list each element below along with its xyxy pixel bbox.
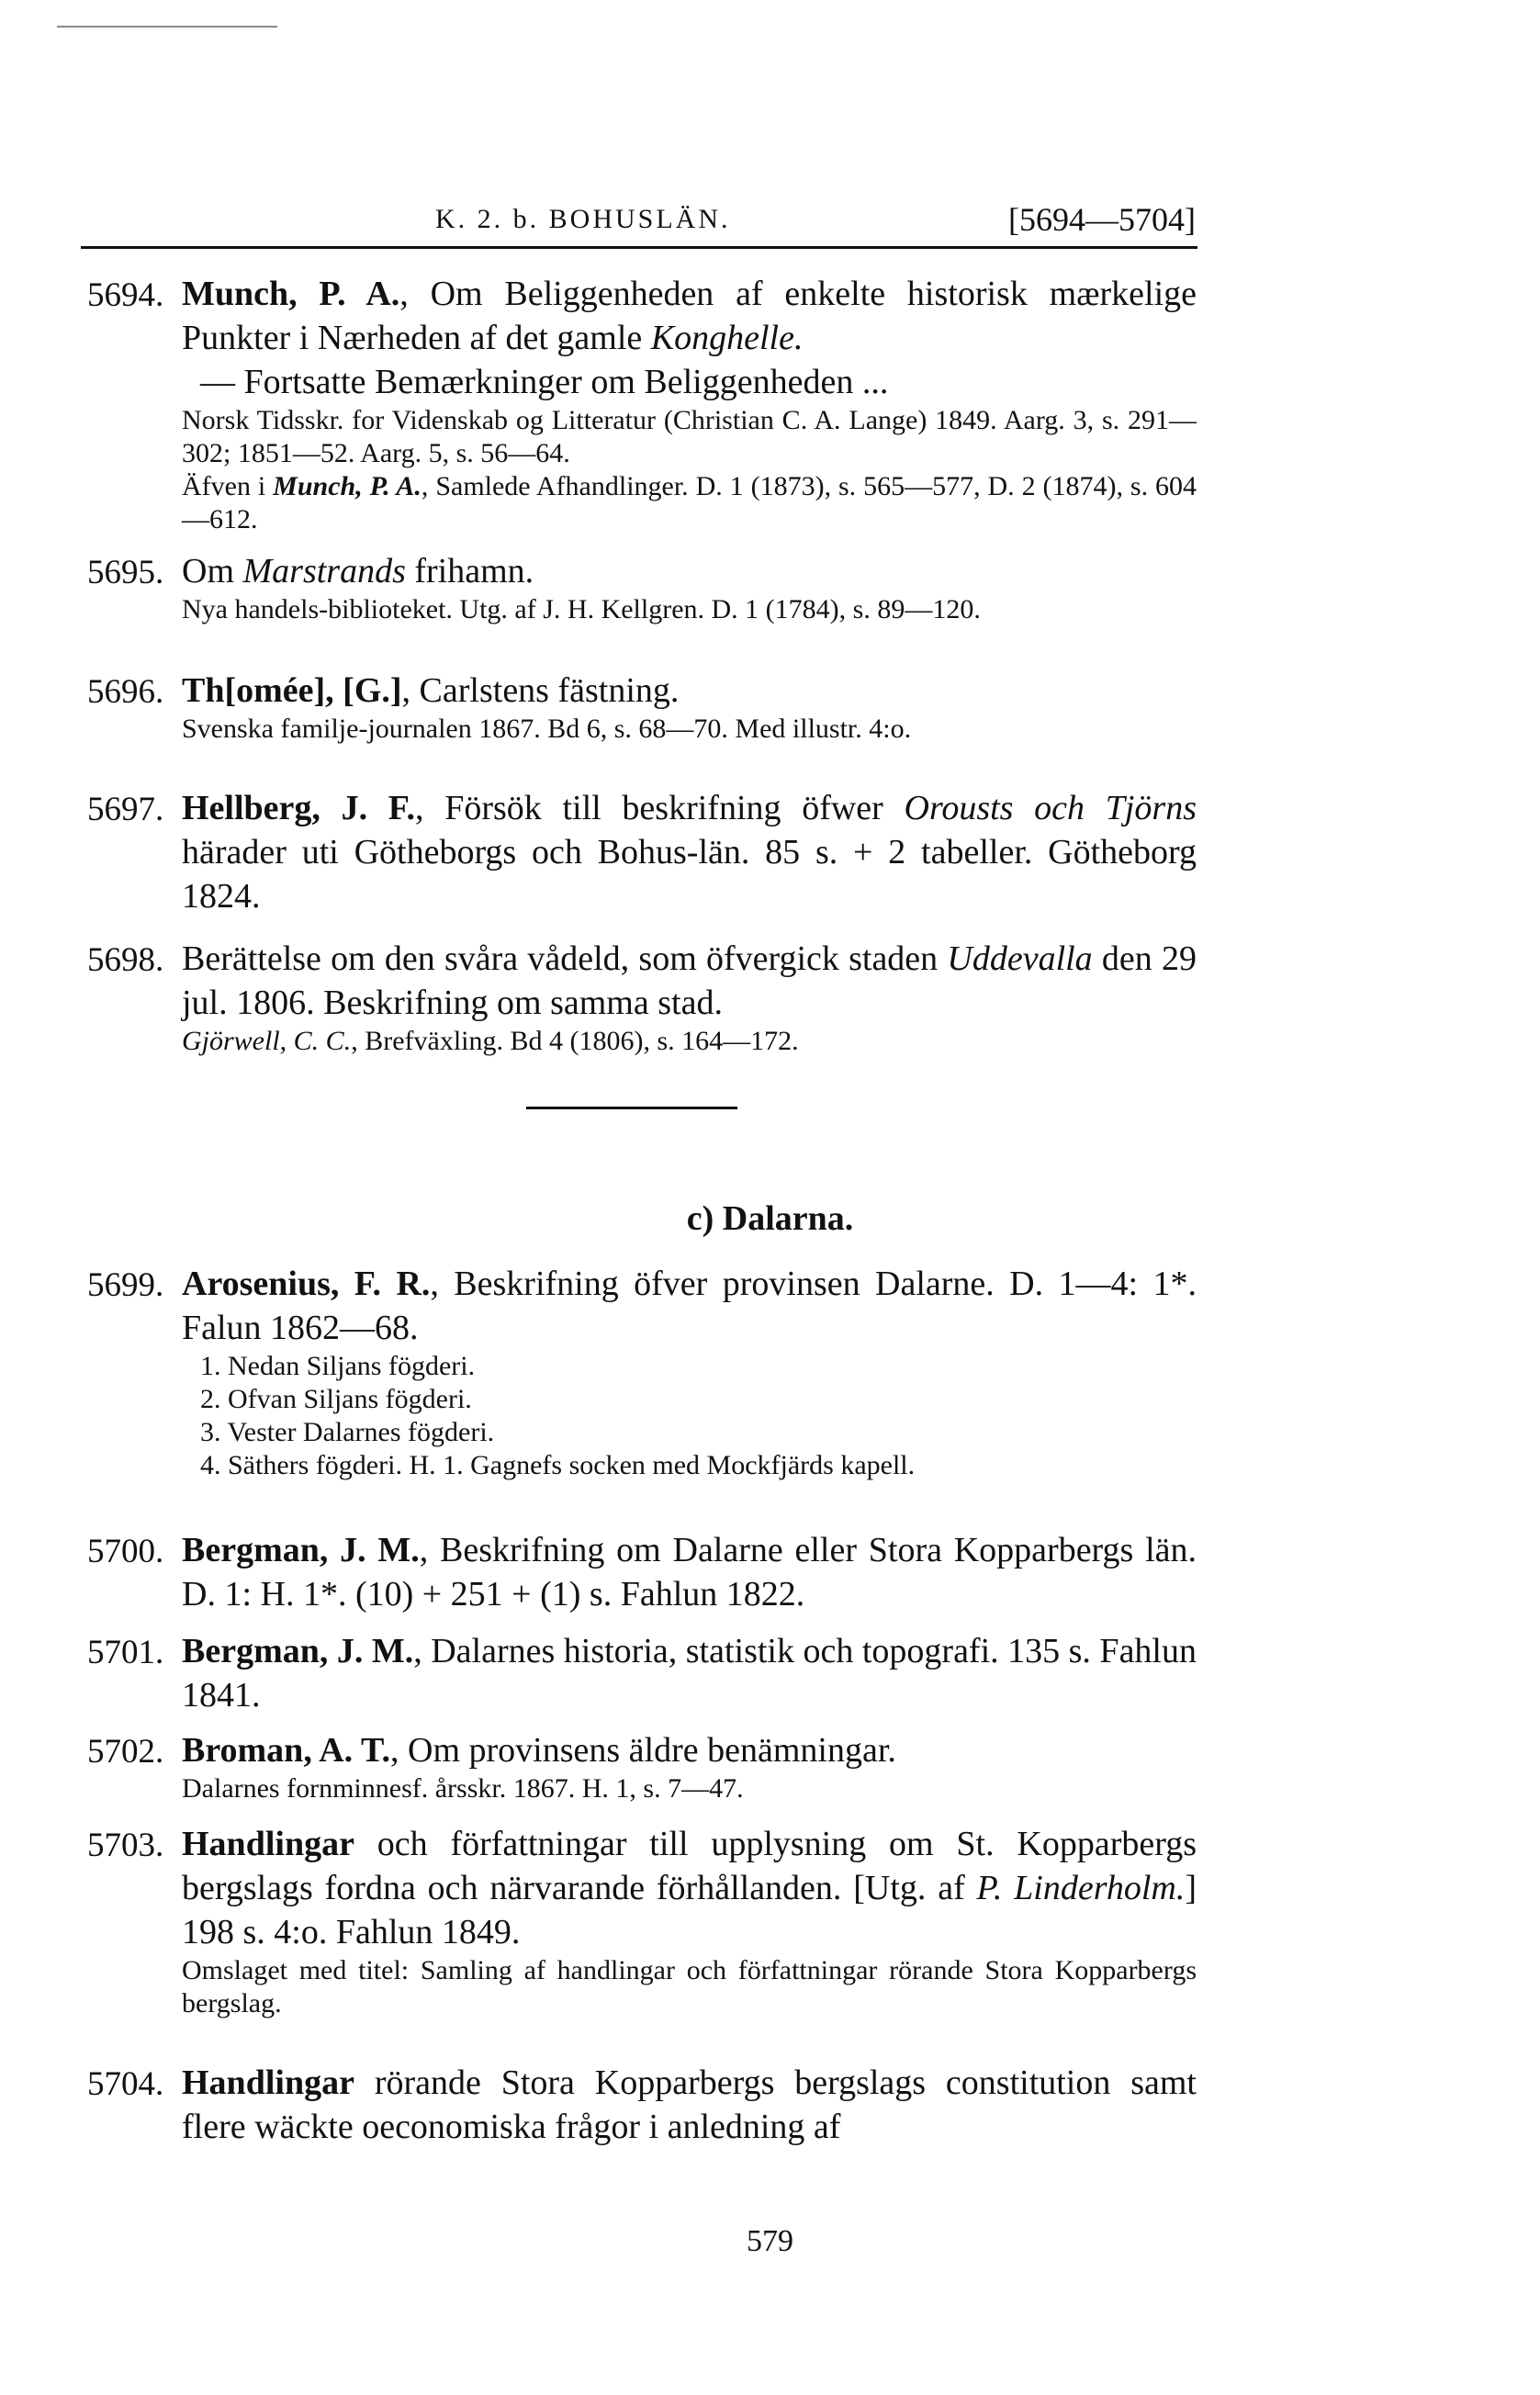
entry-source: Svenska familje-journalen 1867. Bd 6, s. 68—70. Med illustr. 4:o. [182, 714, 912, 744]
entry-title: Broman, A. T., Om provinsens äldre benämningar. [182, 1731, 896, 1770]
entry-body [182, 1528, 1197, 1616]
entry-number: 5696. [87, 673, 164, 711]
entry-title: Th[omée], [G.], Carlstens fästning. [182, 671, 680, 710]
place-name: Orousts och Tjörns [904, 789, 1197, 827]
editor-name: P. Linderholm. [976, 1869, 1186, 1907]
entry-title: Arosenius, F. R., Beskrifning öfver provinsen Dalarne. D. 1—4: 1*. Falun 1862—68. [182, 1265, 1197, 1347]
entry-author: Arosenius, F. R. [182, 1265, 431, 1303]
running-header [86, 193, 1196, 248]
header-section: K. 2. b. BOHUSLÄN. [435, 204, 731, 234]
entry-author: Munch, P. A. [182, 275, 400, 313]
entry-number: 5701. [87, 1634, 164, 1671]
entry-title: Handlingar och författningar till upplysning om St. Kopparbergs bergslags fordna och närvarande förhållanden. [Utg. af P. Linderholm.] 198 s. 4:o. Fahlun 1849. [182, 1825, 1197, 1951]
section-divider [526, 1107, 737, 1109]
place-name: Marstrands [242, 552, 406, 590]
entry-number: 5694. [87, 276, 164, 314]
section-heading: c) Dalarna. [686, 1199, 854, 1238]
place-name: Uddevalla [947, 939, 1093, 978]
entry-number: 5703. [87, 1827, 164, 1864]
list-item: 3. Vester Dalarnes fögderi. [200, 1417, 495, 1447]
entry-title: Hellberg, J. F., Försök till beskrifning öfwer Orousts och Tjörns härader uti Götheborgs och Bohus-län. 85 s. + 2 tabeller. Götheborg 1824. [182, 789, 1197, 916]
entry-number: 5700. [87, 1533, 164, 1570]
header-range: [5694—5704] [1008, 201, 1196, 238]
entry-number: 5699. [87, 1266, 164, 1304]
entry-source: Norsk Tidsskr. for Videnskab og Litteratur (Christian C. A. Lange) 1849. Aarg. 3, s. 291—302; 1851—52. Aarg. 5, s. 56—64. [182, 405, 1197, 468]
scan-artifact-line [57, 26, 277, 28]
entry-title: Bergman, J. M., Beskrifning om Dalarne eller Stora Kopparbergs län. D. 1: H. 1*. (10) + 251 + (1) s. Fahlun 1822. [182, 1531, 1197, 1614]
entry-body [182, 669, 1197, 746]
entry-author: Th[omée], [G.] [182, 671, 402, 710]
entry-number: 5702. [87, 1733, 164, 1771]
entry-title: Berättelse om den svåra vådeld, som öfvergick staden Uddevalla den 29 jul. 1806. Beskrifning om samma stad. [182, 939, 1197, 1022]
entry-author: Handlingar [182, 1825, 354, 1863]
entry-body [182, 937, 1197, 1058]
entry-body [182, 549, 1197, 626]
entry-body [182, 1629, 1197, 1717]
header-rule [81, 246, 1197, 249]
author-ref: Gjörwell, C. C. [182, 1026, 352, 1056]
entry-title: Om Marstrands frihamn. [182, 552, 534, 590]
entry-author: Bergman, J. M. [182, 1531, 420, 1569]
entry-number: 5704. [87, 2065, 164, 2103]
entry-author: Handlingar [182, 2063, 354, 2102]
entry-number: 5698. [87, 941, 164, 979]
entry-source: Nya handels-biblioteket. Utg. af J. H. Kellgren. D. 1 (1784), s. 89—120. [182, 594, 981, 624]
place-name: Konghelle. [650, 319, 804, 357]
entry-author: Broman, A. T. [182, 1731, 390, 1770]
entry-body [182, 1822, 1197, 2020]
author-ref: Munch, P. A. [273, 471, 422, 501]
entry-source: Dalarnes fornminnesf. årsskr. 1867. H. 1, s. 7—47. [182, 1773, 744, 1804]
entry-body [182, 2061, 1197, 2149]
list-item: 1. Nedan Siljans fögderi. [200, 1351, 476, 1381]
entry-source: Gjörwell, C. C., Brefväxling. Bd 4 (1806), s. 164—172. [182, 1026, 799, 1056]
entry-body [182, 1262, 1197, 1482]
entry-number: 5695. [87, 554, 164, 591]
entry-body [182, 786, 1197, 918]
entry-continuation: — Fortsatte Bemærkninger om Beliggenheden ... [200, 363, 889, 401]
entry-body [182, 272, 1197, 536]
entry-source: Omslaget med titel: Samling af handlingar och författningar rörande Stora Kopparbergs bergslag. [182, 1955, 1197, 2018]
list-item: 4. Säthers fögderi. H. 1. Gagnefs socken med Mockfjärds kapell. [200, 1450, 916, 1480]
entry-title: Handlingar rörande Stora Kopparbergs bergslags constitution samt flere wäckte oeconomiska frågor i anledning af [182, 2063, 1197, 2146]
entry-source-note: Äfven i Munch, P. A., Samlede Afhandlinger. D. 1 (1873), s. 565—577, D. 2 (1874), s. 604—612. [182, 471, 1197, 534]
entry-author: Bergman, J. M. [182, 1632, 414, 1670]
entry-title: Bergman, J. M., Dalarnes historia, statistik och topografi. 135 s. Fahlun 1841. [182, 1632, 1197, 1715]
entry-number: 5697. [87, 791, 164, 828]
entry-author: Hellberg, J. F. [182, 789, 416, 827]
page-number: 579 [747, 2224, 793, 2258]
list-item: 2. Ofvan Siljans fögderi. [200, 1384, 472, 1414]
entry-title: Munch, P. A., Om Beliggenheden af enkelte historisk mærkelige Punkter i Nærheden af det gamle Konghelle. [182, 275, 1197, 357]
entry-body [182, 1728, 1197, 1805]
